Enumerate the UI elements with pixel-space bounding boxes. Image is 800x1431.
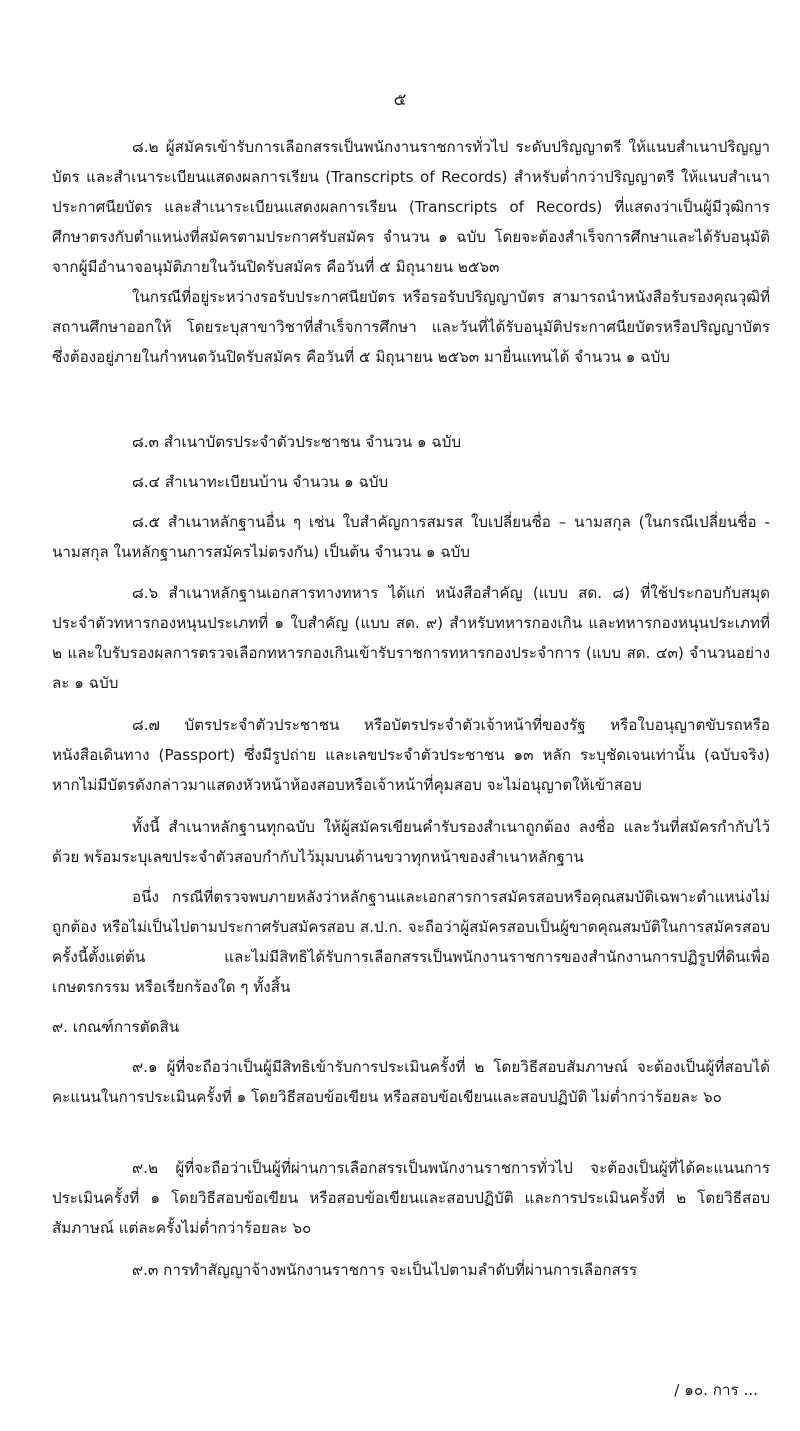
paragraph-8-5: ๘.๕ สำเนาหลักฐานอื่น ๆ เช่น ใบสำคัญการสมรส ใบเปลี่ยนชื่อ – นามสกุล (ในกรณีเปลี่ยนชื่อ - นามสกุล ในหลักฐานการสมัครไม่ตรงกัน) เป็นต้น จำนวน ๑ ฉบับ bbox=[52, 513, 770, 561]
paragraph-certification-note: ทั้งนี้ สำเนาหลักฐานทุกฉบับ ให้ผู้สมัครเขียนคำรับรองสำเนาถูกต้อง ลงชื่อ และวันที่สมัครกำกับไว้ด้วย พร้อมระบุเลขประจำตัวสอบกำกับไว้มุมบนด้านขวาทุกหน้าของสำเนาหลักฐาน bbox=[52, 818, 770, 866]
paragraph-disqualification-note: อนึ่ง กรณีที่ตรวจพบภายหลังว่าหลักฐานและเอกสารการสมัครสอบหรือคุณสมบัติเฉพาะตำแหน่งไม่ถูกต้อง หรือไม่เป็นไปตามประกาศรับสมัครสอบ ส.ป.ก. จะถือว่าผู้สมัครสอบเป็นผู้ขาดคุณสมบัติในการสมัครสอบครั้งนี้ตั้งแต่ต้น และไม่มีสิทธิได้รับการเลือกสรรเป็นพนักงานราชการของสำนักงานการปฏิรูปที่ดินเพื่อเกษตรกรรม หรือเรียกร้องใด ๆ ทั้งสิ้น bbox=[52, 888, 770, 996]
paragraph-9-1: ๙.๑ ผู้ที่จะถือว่าเป็นผู้มีสิทธิเข้ารับการประเมินครั้งที่ ๒ โดยวิธีสอบสัมภาษณ์ จะต้องเป็นผู้ที่สอบได้คะแนนในการประเมินครั้งที่ ๑ โดยวิธีสอบข้อเขียน หรือสอบข้อเขียนและสอบปฏิบัติ ไม่ต่ำกว่าร้อยละ ๖๐ bbox=[52, 1058, 770, 1106]
paragraph-9-2: ๙.๒ ผู้ที่จะถือว่าเป็นผู้ที่ผ่านการเลือกสรรเป็นพนักงานราชการทั่วไป จะต้องเป็นผู้ที่ได้คะแนนการประเมินครั้งที่ ๑ โดยวิธีสอบข้อเขียน หรือสอบข้อเขียนและสอบปฏิบัติ และการประเมินครั้งที่ ๒ โดยวิธีสอบสัมภาษณ์ แต่ละครั้งไม่ต่ำกว่าร้อยละ ๖๐ bbox=[52, 1159, 770, 1237]
paragraph-8-4: ๘.๔ สำเนาทะเบียนบ้าน จำนวน ๑ ฉบับ bbox=[132, 473, 389, 491]
section-9-heading: ๙. เกณฑ์การตัดสิน bbox=[52, 1018, 180, 1036]
page-number: ๕ bbox=[393, 90, 407, 110]
paragraph-8-3: ๘.๓ สำเนาบัตรประจำตัวประชาชน จำนวน ๑ ฉบับ bbox=[132, 433, 462, 451]
continuation-footer: / ๑๐. การ ... bbox=[674, 1381, 758, 1399]
paragraph-certificate-pending: ในกรณีที่อยู่ระหว่างรอรับประกาศนียบัตร หรือรอรับปริญญาบัตร สามารถนำหนังสือรับรองคุณวุฒิที่สถานศึกษาออกให้ โดยระบุสาขาวิชาที่สำเร็จการศึกษา และวันที่ได้รับอนุมัติประกาศนียบัตรหรือปริญญาบัตร ซึ่งต้องอยู่ภายในกำหนดวันปิดรับสมัคร คือวันที่ ๕ มิถุนายน ๒๕๖๓ มายื่นแทนได้ จำนวน ๑ ฉบับ bbox=[52, 288, 770, 366]
paragraph-8-7: ๘.๗ บัตรประจำตัวประชาชน หรือบัตรประจำตัวเจ้าหน้าที่ของรัฐ หรือใบอนุญาตขับรถหรือหนังสือเดินทาง (Passport) ซึ่งมีรูปถ่าย และเลขประจำตัวประชาชน ๑๓ หลัก ระบุชัดเจนเท่านั้น (ฉบับจริง) หากไม่มีบัตรดังกล่าวมาแสดงหัวหน้าห้องสอบหรือเจ้าหน้าที่คุมสอบ จะไม่อนุญาตให้เข้าสอบ bbox=[52, 716, 770, 794]
paragraph-9-3: ๙.๓ การทำสัญญาจ้างพนักงานราชการ จะเป็นไปตามลำดับที่ผ่านการเลือกสรร bbox=[132, 1261, 638, 1279]
paragraph-8-2: ๘.๒ ผู้สมัครเข้ารับการเลือกสรรเป็นพนักงานราชการทั่วไป ระดับปริญญาตรี ให้แนบสำเนาปริญญาบัตร และสำเนาระเบียนแสดงผลการเรียน (Transcripts of Records) สำหรับต่ำกว่าปริญญาตรี ให้แนบสำเนาประกาศนียบัตร และสำเนาระเบียนแสดงผลการเรียน (Transcripts of Records) ที่แสดงว่าเป็นผู้มีวุฒิการศึกษาตรงกับตำแหน่งที่สมัครตามประกาศรับสมัคร จำนวน ๑ ฉบับ โดยจะต้องสำเร็จการศึกษาและได้รับอนุมัติจากผู้มีอำนาจอนุมัติภายในวันปิดรับสมัคร คือวันที่ ๕ มิถุนายน ๒๕๖๓ bbox=[52, 138, 770, 276]
paragraph-8-6: ๘.๖ สำเนาหลักฐานเอกสารทางทหาร ได้แก่ หนังสือสำคัญ (แบบ สด. ๘) ที่ใช้ประกอบกับสมุดประจำตัวทหารกองหนุนประเภทที่ ๑ ใบสำคัญ (แบบ สด. ๙) สำหรับทหารกองเกิน และทหารกองหนุนประเภทที่ ๒ และใบรับรองผลการตรวจเลือกทหารกองเกินเข้ารับราชการทหารกองประจำการ (แบบ สด. ๔๓) จำนวนอย่างละ ๑ ฉบับ bbox=[52, 584, 770, 692]
